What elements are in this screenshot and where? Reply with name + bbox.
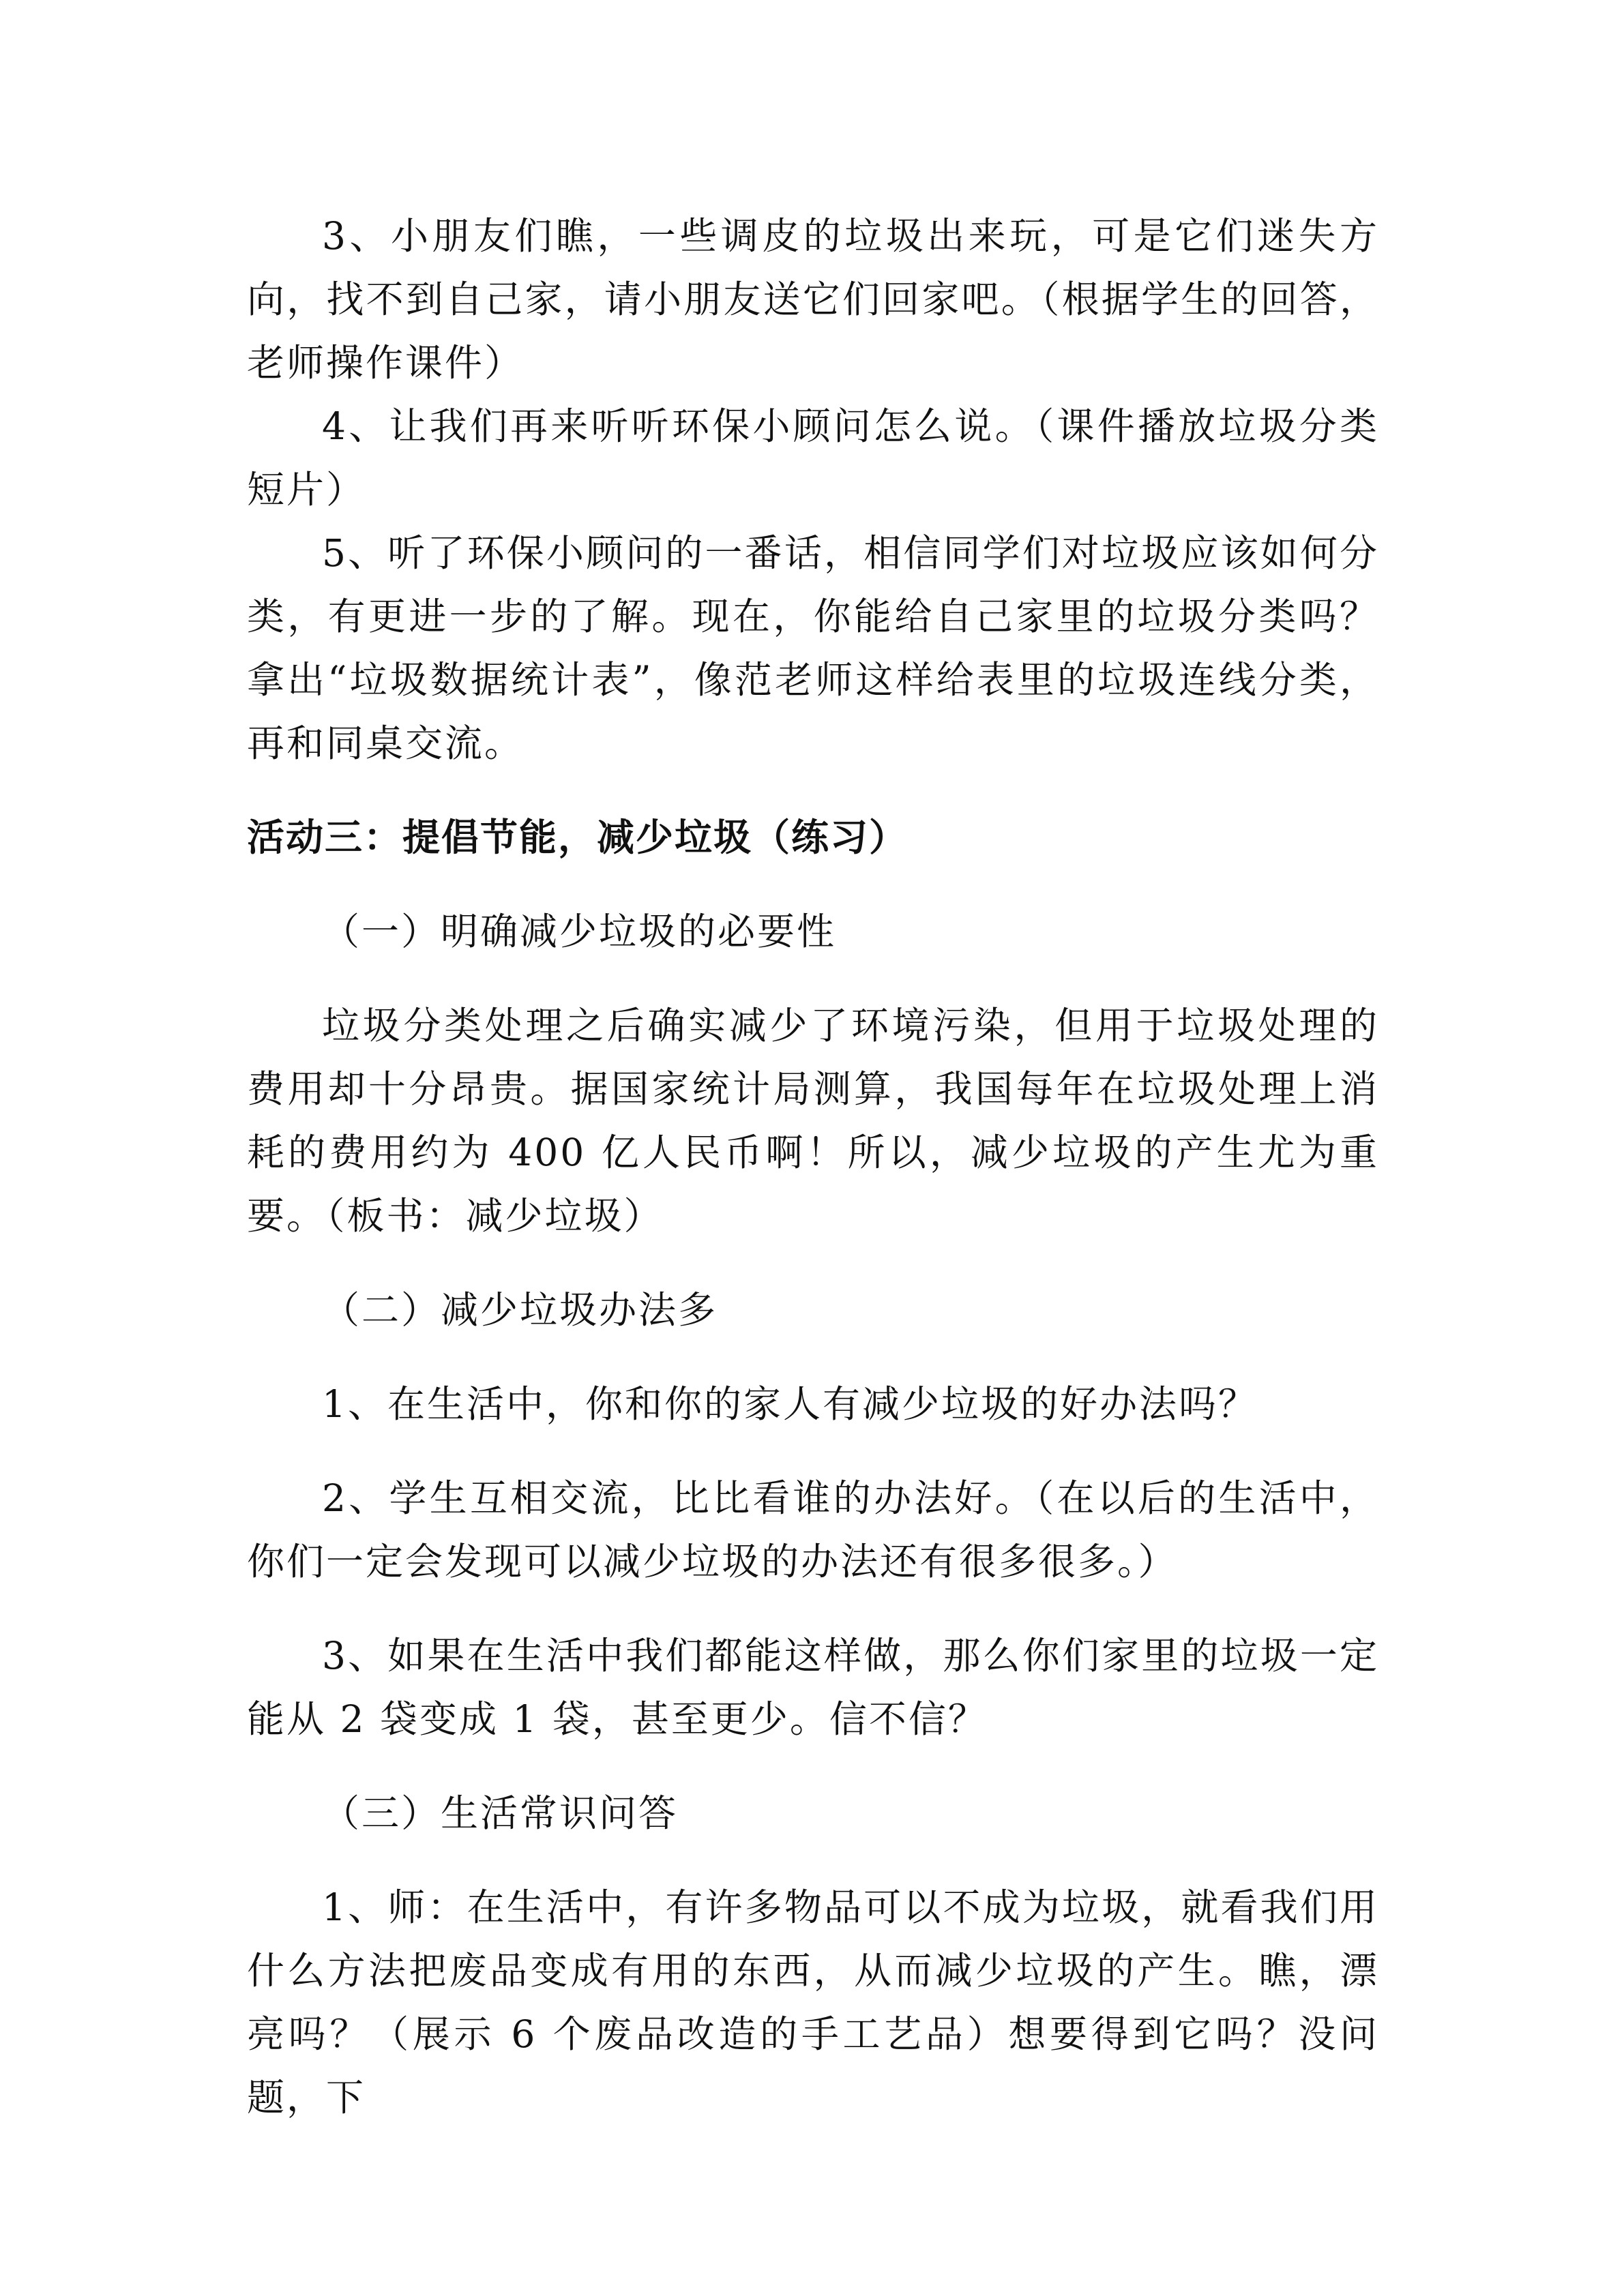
activity-3-heading: 活动三：提倡节能，减少垃圾（练习）	[247, 816, 909, 859]
paragraph-item-5: 5、听了环保小顾问的一番话，相信同学们对垃圾应该如何分类，有更进一步的了解。现在，你能给自己家里的垃圾分类吗？拿出“垃圾数据统计表”，像范老师这样给表里的垃圾连线分类，再和同桌交流。	[247, 531, 1379, 765]
section-2-title: （二）减少垃圾办法多	[322, 1288, 718, 1332]
paragraph-item-4: 4、让我们再来听听环保小顾问怎么说。（课件播放垃圾分类短片）	[247, 404, 1379, 511]
section-2-item-3: 3、如果在生活中我们都能这样做，那么你们家里的垃圾一定能从 2 袋变成 1 袋，甚至更少。信不信？	[247, 1634, 1379, 1741]
section-3-title: （三）生活常识问答	[322, 1791, 679, 1835]
section-1-body: 垃圾分类处理之后确实减少了环境污染，但用于垃圾处理的费用却十分昂贵。据国家统计局测算，我国每年在垃圾处理上消耗的费用约为 400 亿人民币啊！所以，减少垃圾的产生尤为重要。（板书：减少垃圾）	[247, 1004, 1379, 1238]
section-2-item-1: 1、在生活中，你和你的家人有减少垃圾的好办法吗？	[322, 1382, 1258, 1426]
section-2-item-2: 2、学生互相交流，比比看谁的办法好。（在以后的生活中，你们一定会发现可以减少垃圾的办法还有很多很多。）	[247, 1476, 1379, 1583]
document-page	[247, 205, 1379, 2130]
paragraph-item-3: 3、小朋友们瞧，一些调皮的垃圾出来玩，可是它们迷失方向，找不到自己家，请小朋友送它们回家吧。（根据学生的回答，老师操作课件）	[247, 214, 1379, 385]
section-3-item-1: 1、师：在生活中，有许多物品可以不成为垃圾，就看我们用什么方法把废品变成有用的东西，从而减少垃圾的产生。瞧，漂亮吗？（展示 6 个废品改造的手工艺品）想要得到它吗？没问题，下	[247, 1885, 1379, 2119]
section-1-title: （一）明确减少垃圾的必要性	[322, 910, 837, 953]
